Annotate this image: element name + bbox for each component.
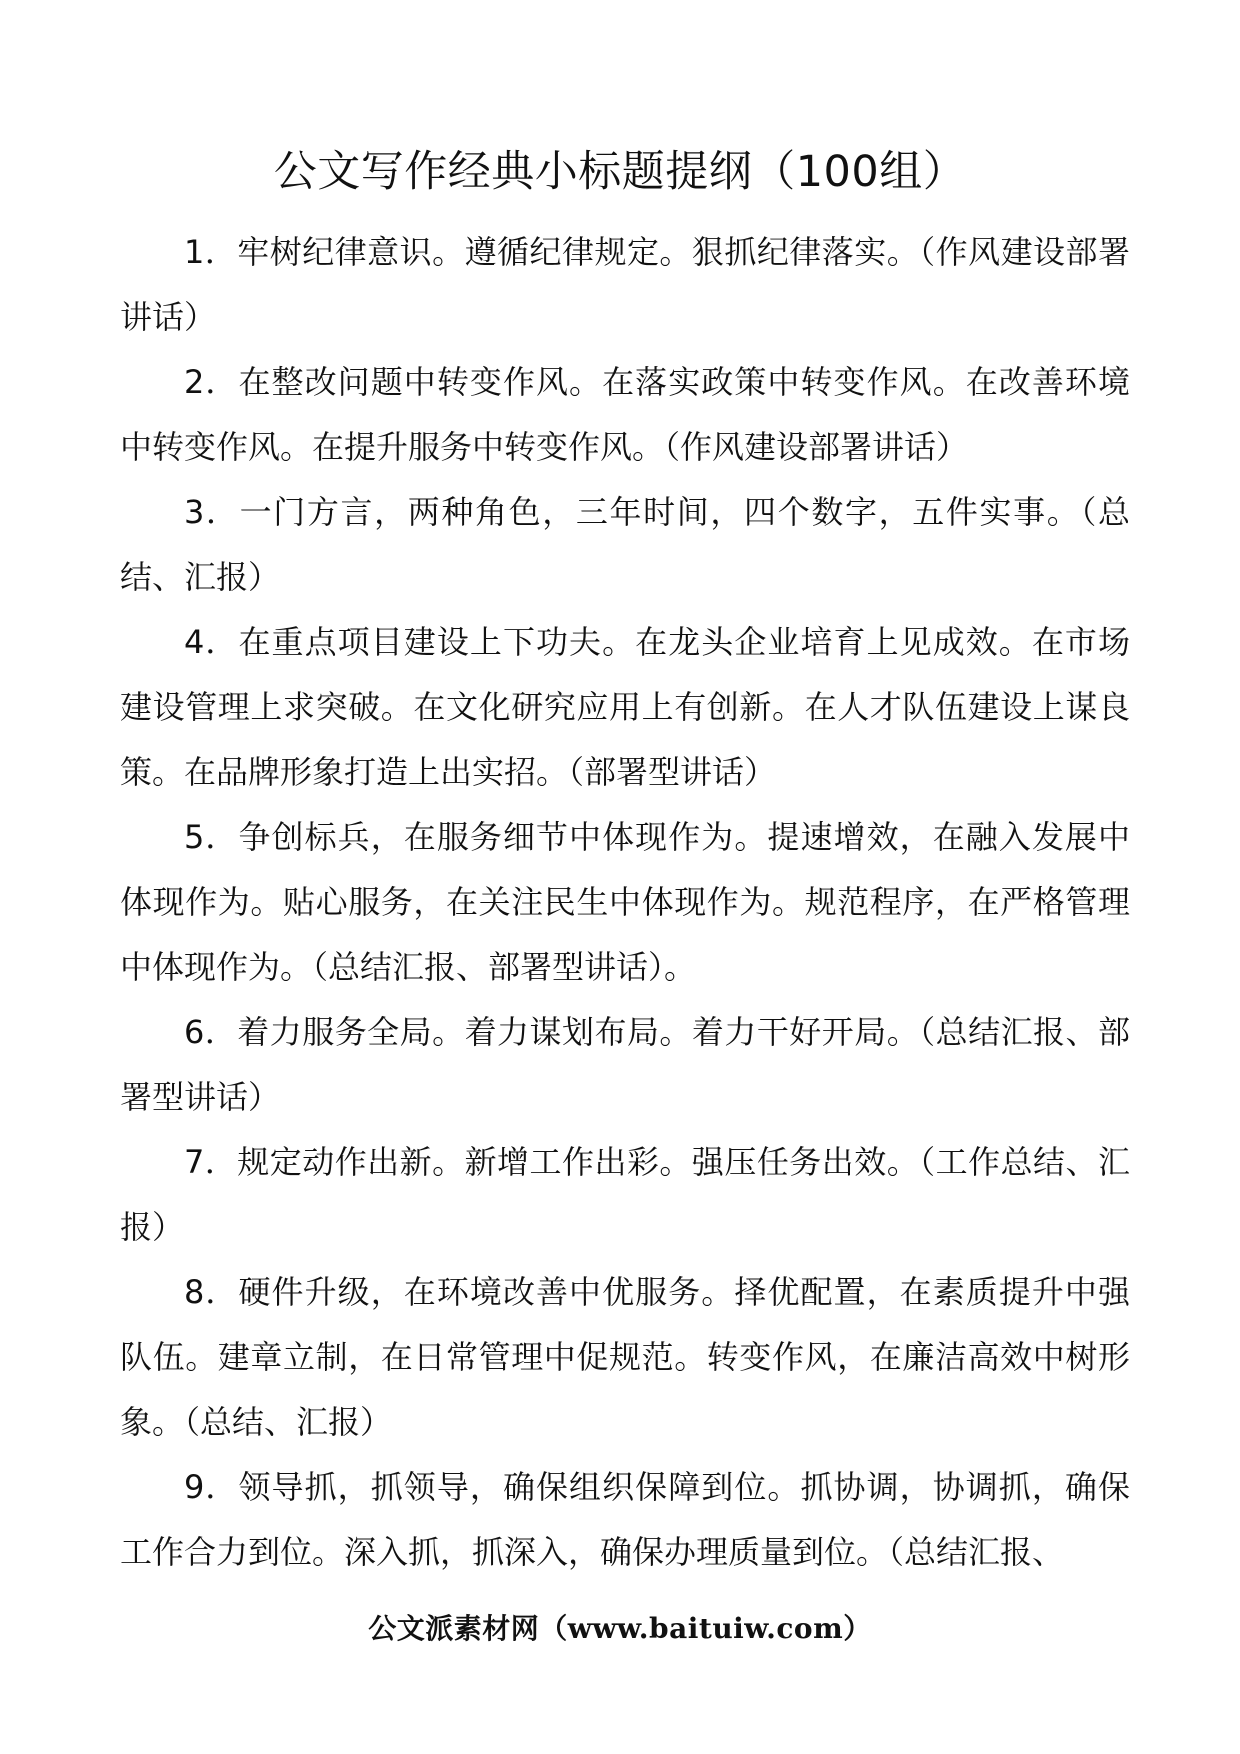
outline-item-4: 4．在重点项目建设上下功夫。在龙头企业培育上见成效。在市场建设管理上求突破。在文化研究应用上有创新。在人才队伍建设上谋良策。在品牌形象打造上出实招。（部署型讲话）: [120, 623, 1130, 791]
outline-item-9: 9．领导抓，抓领导，确保组织保障到位。抓协调，协调抓，确保工作合力到位。深入抓，抓深入，确保办理质量到位。（总结汇报、: [120, 1468, 1130, 1571]
outline-item-1: 1．牢树纪律意识。遵循纪律规定。狠抓纪律落实。（作风建设部署讲话）: [120, 233, 1130, 336]
outline-item-8: 8．硬件升级，在环境改善中优服务。择优配置，在素质提升中强队伍。建章立制，在日常管理中促规范。转变作风，在廉洁高效中树形象。（总结、汇报）: [120, 1273, 1130, 1441]
outline-item-2: 2．在整改问题中转变作风。在落实政策中转变作风。在改善环境中转变作风。在提升服务中转变作风。（作风建设部署讲话）: [120, 363, 1130, 466]
source-footer: 公文派素材网（www.baituiw.com）: [368, 1612, 872, 1645]
outline-list: [120, 220, 1130, 1585]
document-title: 公文写作经典小标题提纲（100组）: [273, 147, 967, 197]
outline-item-3: 3．一门方言，两种角色，三年时间，四个数字，五件实事。（总结、汇报）: [120, 493, 1130, 596]
outline-item-6: 6．着力服务全局。着力谋划布局。着力干好开局。（总结汇报、部署型讲话）: [120, 1013, 1130, 1116]
outline-item-7: 7．规定动作出新。新增工作出彩。强压任务出效。（工作总结、汇报）: [120, 1143, 1130, 1246]
outline-item-5: 5．争创标兵，在服务细节中体现作为。提速增效，在融入发展中体现作为。贴心服务，在关注民生中体现作为。规范程序，在严格管理中体现作为。（总结汇报、部署型讲话）。: [120, 818, 1130, 986]
